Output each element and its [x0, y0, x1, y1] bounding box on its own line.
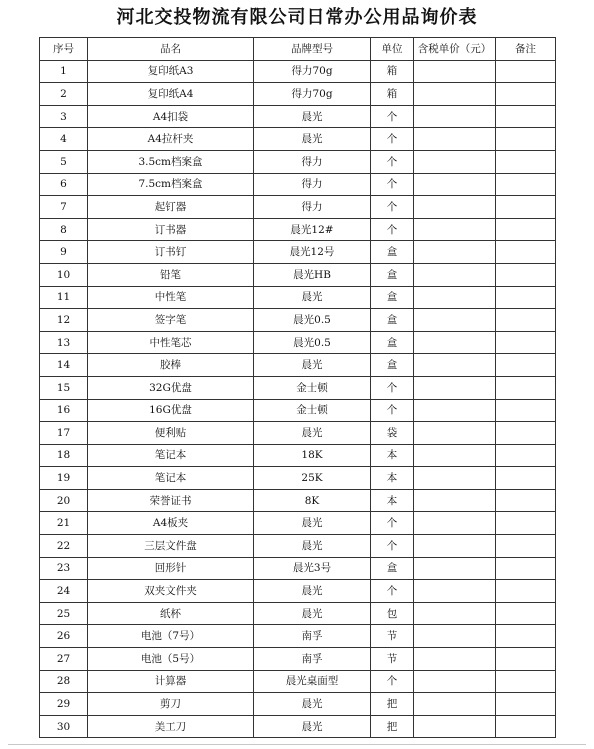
- cell-price: [414, 218, 496, 241]
- cell-remark: [496, 512, 556, 535]
- cell-brand: 南孚: [254, 625, 371, 648]
- cell-name: 中性笔芯: [88, 331, 254, 354]
- cell-brand: 得力: [254, 196, 371, 219]
- cell-no: 5: [40, 150, 88, 173]
- cell-unit: 个: [371, 150, 414, 173]
- cell-price: [414, 693, 496, 716]
- cell-unit: 个: [371, 128, 414, 151]
- cell-brand: 晨光: [254, 580, 371, 603]
- cell-unit: 个: [371, 512, 414, 535]
- cell-name: 便利贴: [88, 422, 254, 445]
- cell-no: 2: [40, 83, 88, 106]
- cell-name: 计算器: [88, 670, 254, 693]
- cell-unit: 个: [371, 535, 414, 558]
- header-remark: 备注: [496, 38, 556, 61]
- cell-price: [414, 535, 496, 558]
- cell-no: 19: [40, 467, 88, 490]
- cell-price: [414, 580, 496, 603]
- cell-price: [414, 444, 496, 467]
- cell-remark: [496, 580, 556, 603]
- cell-no: 20: [40, 489, 88, 512]
- cell-name: 纸杯: [88, 602, 254, 625]
- cell-remark: [496, 670, 556, 693]
- cell-remark: [496, 625, 556, 648]
- cell-brand: 南孚: [254, 648, 371, 671]
- header-name: 品名: [88, 38, 254, 61]
- cell-remark: [496, 602, 556, 625]
- cell-remark: [496, 715, 556, 738]
- cell-name: A4扣袋: [88, 105, 254, 128]
- cell-price: [414, 286, 496, 309]
- cell-price: [414, 150, 496, 173]
- cell-no: 23: [40, 557, 88, 580]
- cell-name: 美工刀: [88, 715, 254, 738]
- cell-brand: 晨光: [254, 512, 371, 535]
- cell-unit: 本: [371, 467, 414, 490]
- cell-unit: 箱: [371, 60, 414, 83]
- cell-brand: 晨光0.5: [254, 309, 371, 332]
- table-row: [40, 535, 556, 558]
- cell-no: 30: [40, 715, 88, 738]
- cell-brand: 晨光HB: [254, 263, 371, 286]
- cell-remark: [496, 467, 556, 490]
- cell-brand: 得力: [254, 150, 371, 173]
- table-row: [40, 399, 556, 422]
- cell-brand: 晨光: [254, 128, 371, 151]
- cell-price: [414, 196, 496, 219]
- cell-remark: [496, 444, 556, 467]
- cell-brand: 晨光: [254, 286, 371, 309]
- cell-name: 铅笔: [88, 263, 254, 286]
- cell-unit: 个: [371, 580, 414, 603]
- table-row: [40, 648, 556, 671]
- cell-remark: [496, 648, 556, 671]
- cell-brand: 晨光12#: [254, 218, 371, 241]
- cell-price: [414, 173, 496, 196]
- cell-brand: 晨光: [254, 105, 371, 128]
- cell-price: [414, 128, 496, 151]
- table-row: [40, 83, 556, 106]
- cell-remark: [496, 693, 556, 716]
- cell-unit: 本: [371, 444, 414, 467]
- cell-no: 4: [40, 128, 88, 151]
- cell-remark: [496, 489, 556, 512]
- cell-no: 27: [40, 648, 88, 671]
- cell-price: [414, 422, 496, 445]
- cell-remark: [496, 173, 556, 196]
- cell-unit: 盒: [371, 354, 414, 377]
- cell-unit: 盒: [371, 557, 414, 580]
- cell-no: 16: [40, 399, 88, 422]
- cell-no: 9: [40, 241, 88, 264]
- table-row: [40, 444, 556, 467]
- cell-price: [414, 670, 496, 693]
- cell-name: 笔记本: [88, 444, 254, 467]
- table-row: [40, 602, 556, 625]
- table-row: [40, 173, 556, 196]
- cell-price: [414, 625, 496, 648]
- cell-brand: 25K: [254, 467, 371, 490]
- cell-no: 14: [40, 354, 88, 377]
- cell-brand: 得力: [254, 173, 371, 196]
- cell-unit: 把: [371, 715, 414, 738]
- cell-unit: 把: [371, 693, 414, 716]
- cell-remark: [496, 83, 556, 106]
- inquiry-table: [39, 37, 556, 738]
- cell-remark: [496, 535, 556, 558]
- cell-name: 胶棒: [88, 354, 254, 377]
- cell-name: 起钉器: [88, 196, 254, 219]
- cell-remark: [496, 422, 556, 445]
- table-row: [40, 512, 556, 535]
- cell-no: 24: [40, 580, 88, 603]
- cell-price: [414, 489, 496, 512]
- cell-brand: 晨光: [254, 535, 371, 558]
- header-brand: 品牌型号: [254, 38, 371, 61]
- cell-unit: 盒: [371, 263, 414, 286]
- cell-brand: 晨光0.5: [254, 331, 371, 354]
- table-row: [40, 467, 556, 490]
- cell-price: [414, 467, 496, 490]
- cell-price: [414, 309, 496, 332]
- cell-unit: 个: [371, 196, 414, 219]
- table-header-row: [40, 38, 556, 61]
- cell-remark: [496, 286, 556, 309]
- page-bottom-divider: [8, 744, 586, 745]
- cell-name: 荣誉证书: [88, 489, 254, 512]
- cell-remark: [496, 354, 556, 377]
- cell-name: 笔记本: [88, 467, 254, 490]
- cell-brand: 晨光: [254, 693, 371, 716]
- table-row: [40, 693, 556, 716]
- table-row: [40, 241, 556, 264]
- cell-name: A4板夹: [88, 512, 254, 535]
- cell-price: [414, 354, 496, 377]
- table-row: [40, 376, 556, 399]
- cell-no: 8: [40, 218, 88, 241]
- table-row: [40, 422, 556, 445]
- cell-name: 中性笔: [88, 286, 254, 309]
- cell-name: 复印纸A3: [88, 60, 254, 83]
- cell-brand: 晨光: [254, 715, 371, 738]
- cell-price: [414, 331, 496, 354]
- header-price: 含税单价（元）: [414, 38, 496, 61]
- cell-unit: 包: [371, 602, 414, 625]
- cell-name: 订书钉: [88, 241, 254, 264]
- cell-brand: 18K: [254, 444, 371, 467]
- cell-brand: 晨光: [254, 354, 371, 377]
- cell-remark: [496, 399, 556, 422]
- page-title: 河北交投物流有限公司日常办公用品询价表: [116, 7, 478, 28]
- table-row: [40, 670, 556, 693]
- table-body: [40, 60, 556, 738]
- cell-unit: 节: [371, 625, 414, 648]
- cell-unit: 个: [371, 670, 414, 693]
- cell-brand: 得力70g: [254, 83, 371, 106]
- cell-unit: 盒: [371, 286, 414, 309]
- cell-remark: [496, 241, 556, 264]
- cell-unit: 个: [371, 399, 414, 422]
- cell-no: 25: [40, 602, 88, 625]
- cell-price: [414, 241, 496, 264]
- cell-remark: [496, 105, 556, 128]
- cell-price: [414, 105, 496, 128]
- cell-price: [414, 399, 496, 422]
- cell-no: 29: [40, 693, 88, 716]
- cell-name: 电池（5号）: [88, 648, 254, 671]
- table-row: [40, 286, 556, 309]
- table-row: [40, 715, 556, 738]
- cell-remark: [496, 128, 556, 151]
- cell-unit: 箱: [371, 83, 414, 106]
- cell-remark: [496, 557, 556, 580]
- cell-price: [414, 557, 496, 580]
- cell-unit: 个: [371, 218, 414, 241]
- cell-no: 10: [40, 263, 88, 286]
- cell-unit: 个: [371, 105, 414, 128]
- cell-name: 复印纸A4: [88, 83, 254, 106]
- cell-remark: [496, 218, 556, 241]
- cell-remark: [496, 376, 556, 399]
- cell-brand: 晨光: [254, 602, 371, 625]
- cell-name: 回形针: [88, 557, 254, 580]
- table-row: [40, 150, 556, 173]
- cell-remark: [496, 263, 556, 286]
- cell-no: 26: [40, 625, 88, 648]
- cell-brand: 金士顿: [254, 376, 371, 399]
- cell-name: 三层文件盘: [88, 535, 254, 558]
- cell-remark: [496, 331, 556, 354]
- table-row: [40, 263, 556, 286]
- cell-price: [414, 263, 496, 286]
- table-row: [40, 105, 556, 128]
- cell-price: [414, 83, 496, 106]
- cell-name: 32G优盘: [88, 376, 254, 399]
- table-row: [40, 580, 556, 603]
- cell-no: 21: [40, 512, 88, 535]
- cell-remark: [496, 150, 556, 173]
- cell-price: [414, 376, 496, 399]
- cell-unit: 个: [371, 376, 414, 399]
- table-row: [40, 196, 556, 219]
- cell-name: 电池（7号）: [88, 625, 254, 648]
- cell-unit: 盒: [371, 331, 414, 354]
- cell-brand: 金士顿: [254, 399, 371, 422]
- cell-no: 18: [40, 444, 88, 467]
- table-row: [40, 489, 556, 512]
- table-row: [40, 309, 556, 332]
- table-row: [40, 331, 556, 354]
- cell-price: [414, 715, 496, 738]
- cell-remark: [496, 309, 556, 332]
- table-row: [40, 557, 556, 580]
- cell-unit: 个: [371, 173, 414, 196]
- table-row: [40, 60, 556, 83]
- cell-price: [414, 512, 496, 535]
- cell-unit: 袋: [371, 422, 414, 445]
- cell-name: 订书器: [88, 218, 254, 241]
- cell-no: 28: [40, 670, 88, 693]
- cell-brand: 晨光桌面型: [254, 670, 371, 693]
- cell-no: 22: [40, 535, 88, 558]
- cell-unit: 盒: [371, 241, 414, 264]
- table-row: [40, 625, 556, 648]
- cell-remark: [496, 60, 556, 83]
- cell-no: 12: [40, 309, 88, 332]
- cell-brand: 晨光12号: [254, 241, 371, 264]
- cell-no: 11: [40, 286, 88, 309]
- cell-price: [414, 602, 496, 625]
- cell-price: [414, 60, 496, 83]
- header-no: 序号: [40, 38, 88, 61]
- cell-no: 13: [40, 331, 88, 354]
- cell-name: 3.5cm档案盒: [88, 150, 254, 173]
- cell-no: 1: [40, 60, 88, 83]
- cell-name: 7.5cm档案盒: [88, 173, 254, 196]
- cell-no: 15: [40, 376, 88, 399]
- cell-no: 3: [40, 105, 88, 128]
- table-row: [40, 128, 556, 151]
- cell-remark: [496, 196, 556, 219]
- cell-unit: 本: [371, 489, 414, 512]
- cell-price: [414, 648, 496, 671]
- cell-name: A4拉杆夹: [88, 128, 254, 151]
- header-unit: 单位: [371, 38, 414, 61]
- table-row: [40, 218, 556, 241]
- cell-brand: 晨光3号: [254, 557, 371, 580]
- cell-name: 16G优盘: [88, 399, 254, 422]
- cell-unit: 盒: [371, 309, 414, 332]
- cell-brand: 8K: [254, 489, 371, 512]
- cell-name: 剪刀: [88, 693, 254, 716]
- cell-no: 7: [40, 196, 88, 219]
- cell-brand: 晨光: [254, 422, 371, 445]
- cell-name: 双夹文件夹: [88, 580, 254, 603]
- cell-unit: 节: [371, 648, 414, 671]
- cell-no: 17: [40, 422, 88, 445]
- cell-no: 6: [40, 173, 88, 196]
- table-row: [40, 354, 556, 377]
- cell-name: 签字笔: [88, 309, 254, 332]
- cell-brand: 得力70g: [254, 60, 371, 83]
